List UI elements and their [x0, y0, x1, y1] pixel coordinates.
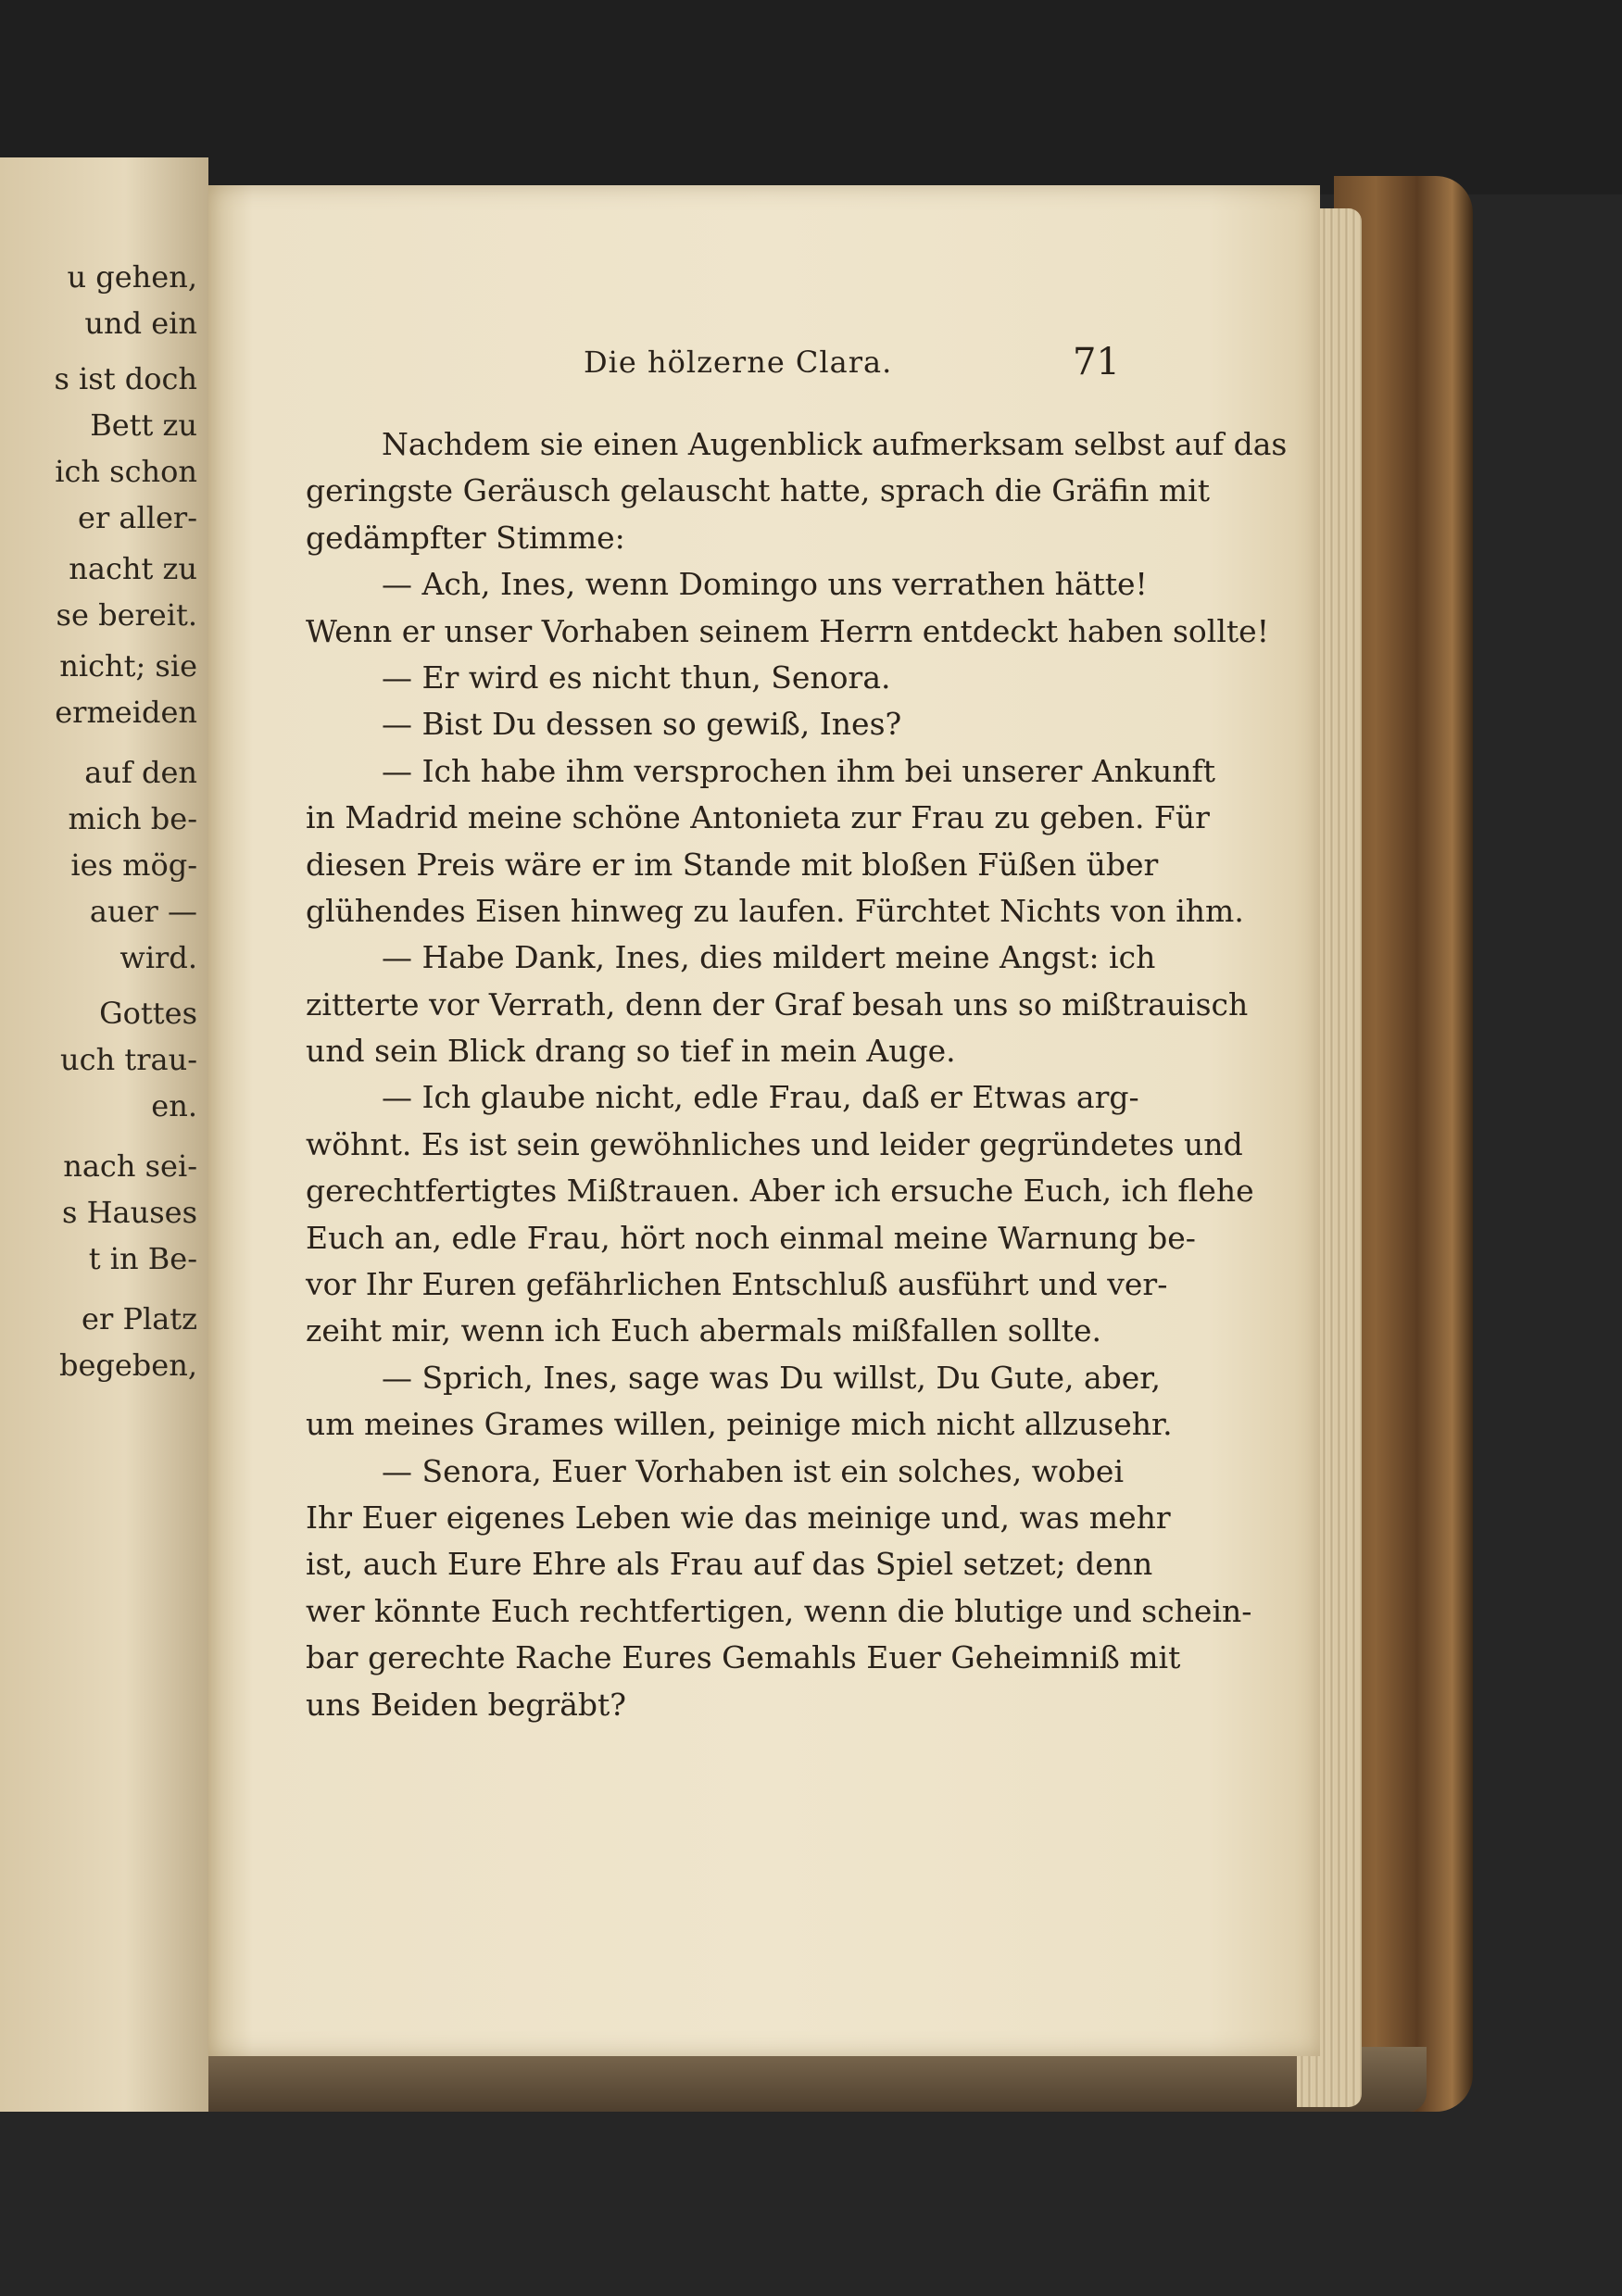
left-page-fragment: wird.: [119, 940, 197, 975]
text-line: Wenn er unser Vorhaben seinem Herrn entdeckt haben sollte!: [306, 612, 1269, 649]
left-page-fragment: mich be-: [68, 801, 197, 836]
text-line: — Habe Dank, Ines, dies mildert meine Angst: ich: [382, 939, 1156, 976]
left-page: [0, 157, 208, 2112]
left-page-fragment: s ist doch: [54, 361, 197, 396]
left-page-fragment: nacht zu: [69, 551, 197, 586]
left-page-fragment: ies mög-: [70, 847, 197, 883]
text-line: geringste Geräusch gelauscht hatte, sprach die Gräfin mit: [306, 472, 1210, 509]
text-line: diesen Preis wäre er im Stande mit bloßen Füßen über: [306, 846, 1159, 883]
left-page-fragment: se bereit.: [56, 597, 197, 633]
text-line: in Madrid meine schöne Antonieta zur Frau zu geben. Für: [306, 799, 1210, 836]
text-line: gerechtfertigtes Mißtrauen. Aber ich ersuche Euch, ich flehe: [306, 1173, 1254, 1210]
left-page-fragment: ich schon: [55, 454, 197, 489]
left-page-fragment: er aller-: [78, 500, 197, 535]
text-line: Ihr Euer eigenes Leben wie das meinige und, was mehr: [306, 1499, 1171, 1536]
left-page-fragment: nicht; sie: [59, 648, 197, 684]
running-title: Die hölzerne Clara.: [584, 345, 893, 380]
text-line: zitterte vor Verrath, denn der Graf besah uns so mißtrauisch: [306, 985, 1249, 1023]
text-line: — Bist Du dessen so gewiß, Ines?: [382, 706, 902, 743]
book-cover-bottom: [167, 2047, 1427, 2112]
text-line: — Ach, Ines, wenn Domingo uns verrathen hätte!: [382, 566, 1148, 603]
text-line: zeiht mir, wenn ich Euch abermals mißfallen sollte.: [306, 1312, 1101, 1349]
text-line: Euch an, edle Frau, hört noch einmal meine Warnung be-: [306, 1219, 1196, 1256]
left-page-fragment: ermeiden: [55, 695, 197, 730]
text-line: — Er wird es nicht thun, Senora.: [382, 659, 891, 696]
left-page-fragment: und ein: [84, 306, 197, 341]
text-line: uns Beiden begräbt?: [306, 1686, 626, 1723]
text-line: wer könnte Euch rechtfertigen, wenn die blutige und schein-: [306, 1592, 1252, 1629]
text-line: Nachdem sie einen Augenblick aufmerksam selbst auf das: [382, 426, 1288, 462]
page-number: 71: [1073, 341, 1120, 383]
left-page-fragment: t in Be-: [88, 1241, 197, 1276]
text-line: wöhnt. Es ist sein gewöhnliches und leider gegründetes und: [306, 1125, 1243, 1162]
left-page-fragment: auf den: [84, 755, 197, 790]
background-cloth: [0, 0, 1622, 194]
text-line: — Ich habe ihm versprochen ihm bei unserer Ankunft: [382, 752, 1215, 789]
left-page-fragment: begeben,: [58, 1348, 197, 1383]
left-page-fragment: en.: [151, 1088, 197, 1123]
text-line: bar gerechte Rache Eures Gemahls Euer Geheimniß mit: [306, 1639, 1181, 1676]
text-line: gedämpfter Stimme:: [306, 519, 625, 556]
left-page-fragment: s Hauses: [62, 1195, 197, 1230]
text-line: — Sprich, Ines, sage was Du willst, Du Gute, aber,: [382, 1359, 1161, 1396]
left-page-fragment: Gottes: [99, 996, 197, 1031]
text-line: vor Ihr Euren gefährlichen Entschluß ausführt und ver-: [306, 1266, 1168, 1303]
text-line: um meines Grames willen, peinige mich nicht allzusehr.: [306, 1406, 1173, 1443]
left-page-fragment: auer —: [89, 894, 197, 929]
left-page-fragment: uch trau-: [60, 1042, 197, 1077]
text-line: glühendes Eisen hinweg zu laufen. Fürchtet Nichts von ihm.: [306, 892, 1244, 929]
page-body: [306, 421, 1288, 1728]
left-page-fragment: er Platz: [82, 1301, 197, 1336]
left-page-fragment: u gehen,: [67, 259, 197, 295]
left-page-fragment: nach sei-: [63, 1148, 197, 1184]
left-page-fragment: Bett zu: [90, 408, 197, 443]
text-line: ist, auch Eure Ehre als Frau auf das Spiel setzet; denn: [306, 1546, 1153, 1583]
text-line: und sein Blick drang so tief in mein Auge.: [306, 1033, 956, 1070]
text-line: — Ich glaube nicht, edle Frau, daß er Etwas arg-: [382, 1079, 1139, 1116]
text-line: — Senora, Euer Vorhaben ist ein solches, wobei: [382, 1452, 1125, 1489]
